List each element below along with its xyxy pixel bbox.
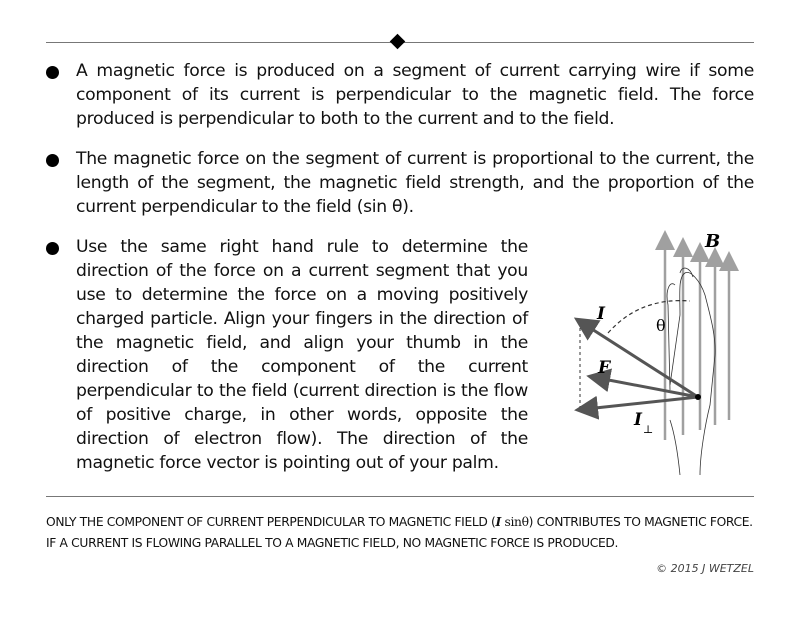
copyright: © 2015 J WETZEL <box>656 562 754 575</box>
footer-note: ONLY THE COMPONENT OF CURRENT PERPENDICULAR TO MAGNETIC FIELD (I sinθ) CONTRIBUTES TO MAGNETIC FORCE. IF A CURRENT IS FLOWING PARALLEL TO A MAGNETIC FIELD, NO MAGNETIC FORCE IS PRODUCED. <box>46 514 753 550</box>
label-B: B <box>705 231 721 252</box>
bullet-text-1: A magnetic force is produced on a segment of current carrying wire if some component of its current is perpendicular to the magnetic field. The force produced is perpendicular to both to the current and to the field. <box>76 61 754 129</box>
hand-outline <box>667 268 715 475</box>
bullet-icon <box>46 66 59 79</box>
bullet-text-2: The magnetic force on the segment of current is proportional to the current, the length of the segment, the magnetic field strength, and the proportion of the current perpendicular to the field (sin θ). <box>76 149 754 217</box>
bottom-rule <box>46 496 754 497</box>
label-I-perp: I <box>634 410 642 430</box>
label-theta: θ <box>656 316 666 335</box>
bullet-icon <box>46 154 59 167</box>
bullet-icon <box>46 242 59 255</box>
right-hand-rule-diagram <box>550 225 770 485</box>
diamond-ornament-icon <box>390 34 406 50</box>
label-F: F <box>598 358 611 378</box>
perp-symbol: ⊥ <box>643 423 654 436</box>
bullet-text-3: Use the same right hand rule to determine the direction of the force on a current segment that you use to determine the force on a moving positively charged particle. Align your fingers in the direction of the magnetic field, and align your thumb in the direction of the component of the current perpendicular to the field (current direction is the flow of positive charge, in other words, opposite the direction of electron flow). The direction of the magnetic force vector is pointing out of your palm. <box>76 237 528 473</box>
label-I: I <box>597 304 605 324</box>
field-lines <box>665 240 729 440</box>
